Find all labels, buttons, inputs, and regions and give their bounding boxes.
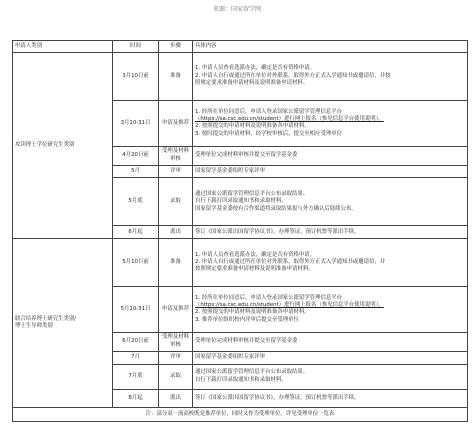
content-line: 1. 申请人员查看选派办法，确定是否有资格申请。 [195, 65, 316, 72]
step-cell: 派出 [159, 390, 193, 408]
header-time: 时间 [113, 41, 159, 53]
content-cell [193, 351, 468, 364]
content-line: 照规定要求准备申请材料及说明准备申请材料。 [195, 80, 309, 87]
time-cell: 5月10日前 [113, 239, 159, 287]
content-line: 1. 申请人员查看选派办法，确定是否有资格申请。 [195, 251, 316, 258]
source-caption: 来源：国家留学网 [212, 6, 261, 13]
time-cell: 6月起 [113, 226, 159, 239]
category-cell [13, 239, 113, 408]
content-line: 1. 经所在单位同意后，申请人登录国家公派留学管理信息平台 [195, 108, 343, 115]
time-cell: 7月底 [113, 364, 159, 390]
step-cell: 评审 [159, 165, 193, 178]
time-cell: 3月10-31日 [113, 100, 159, 146]
time-cell: 6月20日前 [113, 332, 159, 351]
content-line: 签订《国家公派出国留学协议书》，办理签证，预订机票等派出手续。 [195, 228, 360, 235]
step-cell: 受理及材料审核 [159, 332, 193, 351]
content-line-url: （https://sa.csc.edu.cn/student）进行网上报名（参见信息平台使用说明）。 [195, 301, 384, 308]
header-content: 具体内容 [193, 41, 468, 53]
content-line-url: （https://sa.csc.edu.cn/student）进行网上报名（参见信息平台使用说明）。 [195, 115, 384, 122]
step-cell: 准备 [159, 53, 193, 101]
content-cell [193, 53, 468, 101]
content-line: 2. 申请人自行或通过所在单位对外联系，取得外方正式入学通知书或邀请信，并 [195, 258, 386, 265]
content-cell [193, 239, 468, 287]
time-cell: 5月10-31日 [113, 286, 159, 332]
step-cell: 受理及材料审核 [159, 146, 193, 165]
step-cell: 准备 [159, 239, 193, 287]
content-cell [193, 146, 468, 165]
content-line: 国家留学基金委组织专家评审 [195, 167, 266, 174]
table-note: 注：部分双一流高校既是推荐单位，同时又作为受理单位，详见受理单位一览表 [13, 408, 468, 422]
time-cell: 4月20日前 [113, 146, 159, 165]
content-cell [193, 178, 468, 226]
content-line: 2. 申请人自行或通过所在单位对外联系，取得外方正式入学通知书或邀请信，并按 [195, 72, 391, 79]
header-step: 步骤 [159, 41, 193, 53]
step-cell: 派出 [159, 226, 193, 239]
content-line: 2. 按照提交的申请材料及说明准备各申请材料。 [195, 309, 310, 316]
time-cell: 3月10日前 [113, 53, 159, 101]
content-line: 3. 推荐单位组织校内评审后提交至受理单位 [195, 316, 299, 323]
step-cell: 录取 [159, 178, 193, 226]
table-row [13, 53, 468, 101]
content-line: 按照规定要求准备申请材料及说明准备申请材料。 [195, 266, 314, 273]
content-line: 2. 按照提交的申请材料及说明准备各申请材料。 [195, 123, 310, 130]
content-cell [193, 100, 468, 146]
content-cell [193, 364, 468, 390]
content-cell [193, 332, 468, 351]
time-cell: 7月 [113, 351, 159, 364]
step-cell: 申请及推荐 [159, 100, 193, 146]
time-cell: 5月底 [113, 178, 159, 226]
category-line: 博士生导师类别 [15, 323, 53, 330]
application-schedule-table [12, 40, 468, 422]
content-cell [193, 226, 468, 239]
content-cell [193, 390, 468, 408]
category-line: 联合培养博士研究生类别/ [15, 315, 77, 322]
content-cell [193, 165, 468, 178]
table-header-row [13, 41, 468, 53]
content-line: 国家留学基金委组织专家评审 [195, 353, 266, 360]
note-row [13, 408, 468, 422]
content-line: 3. 按时提交的申请材料，经学校审核后，提交至相应受理单位 [195, 130, 343, 137]
content-line: 国家留学基金委按有合作渠道将录取结果报与外方确认后陆续公布。 [195, 205, 357, 212]
header-category: 申请人类别 [13, 41, 113, 53]
time-cell: 5月 [113, 165, 159, 178]
content-line: 通过国家公派留学管理信息平台公布录取结果。 [195, 190, 309, 197]
content-line: 通过国家公派留学管理信息平台公布录取结果。 [195, 369, 309, 376]
content-line: 1. 经所在单位同意后，申请人登录国家公派留学管理信息平台 [195, 294, 343, 301]
content-line: 受理单位完成材料审核并提交至留学基金委 [195, 151, 298, 158]
category-cell: 攻读博士学位研究生类别 [13, 53, 113, 239]
table-row [13, 239, 468, 287]
time-cell: 8月起 [113, 390, 159, 408]
content-line: 自行下载打印录取通知书和录取材料。 [195, 376, 287, 383]
step-cell: 评审 [159, 351, 193, 364]
content-line: 自行下载打印录取通知书和录取材料。 [195, 198, 287, 205]
step-cell: 录取 [159, 364, 193, 390]
content-line: 受理单位完成材料审核并提交至留学基金委 [195, 338, 298, 345]
content-line: 签订《国家公派出国留学协议书》，办理签证，预订机票等派出手续。 [195, 394, 360, 401]
content-cell [193, 286, 468, 332]
step-cell: 申请及推荐 [159, 286, 193, 332]
